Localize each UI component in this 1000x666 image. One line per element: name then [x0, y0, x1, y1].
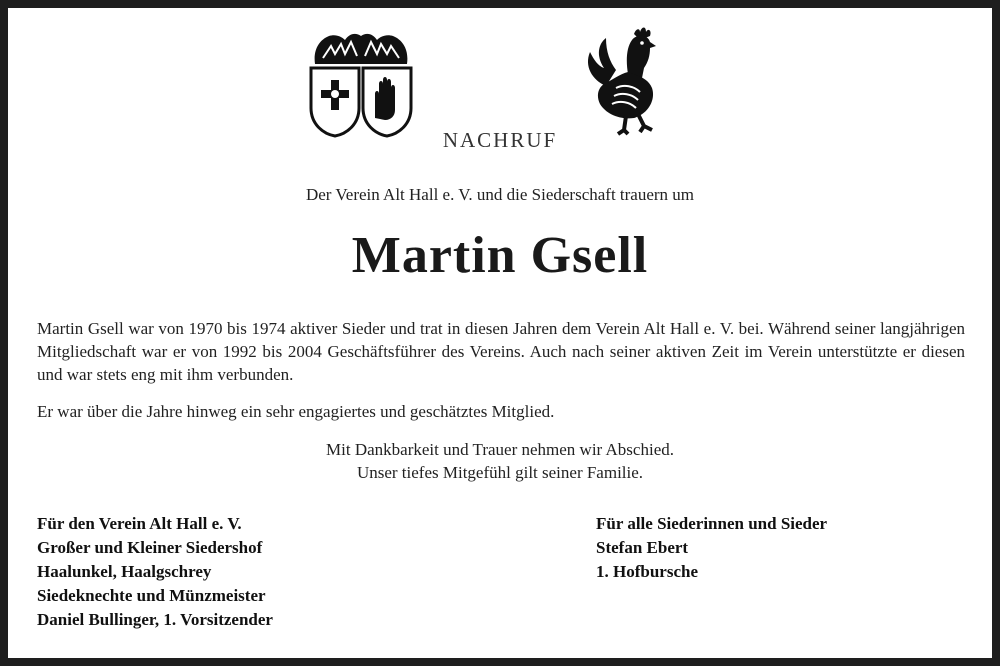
signature-line: Siedeknechte und Münzmeister — [37, 586, 266, 605]
intro-line: Der Verein Alt Hall e. V. und die Siederschaft trauern um — [305, 185, 695, 204]
signature-line: Stefan Ebert — [596, 538, 689, 557]
signature-block-left — [37, 512, 273, 632]
notice-heading: NACHRUF — [442, 128, 558, 152]
signature-line: Für den Verein Alt Hall e. V. — [37, 514, 242, 533]
coat-of-arms-icon — [305, 28, 417, 138]
closing-line: Unser tiefes Mitgefühl gilt seiner Familie. — [356, 463, 644, 482]
signature-line: 1. Hofbursche — [596, 562, 698, 581]
signature-line: Großer und Kleiner Siedershof — [37, 538, 263, 557]
closing-line: Mit Dankbarkeit und Trauer nehmen wir Abschied. — [326, 440, 674, 459]
signature-line: Haalunkel, Haalgschrey — [37, 562, 212, 581]
deceased-name: Martin Gsell — [351, 227, 649, 284]
tribute-paragraph-short: Er war über die Jahre hinweg ein sehr engagiertes und geschätztes Mitglied. — [37, 402, 555, 421]
signature-line: Daniel Bullinger, 1. Vorsitzender — [37, 610, 273, 629]
signature-block-right — [596, 512, 827, 584]
signature-line: Für alle Siederinnen und Sieder — [596, 514, 828, 533]
rooster-icon — [582, 26, 674, 138]
tribute-paragraph: Martin Gsell war von 1970 bis 1974 aktiver Sieder und trat in diesen Jahren dem Verein Alt Hall e. V. bei. Während seiner langjährigen Mitgliedschaft war er von 1992 bis 2004 Geschäftsführer des Vereins. Auch nach seiner aktiven Zeit im Verein unterstützte er diesen und war stets eng mit ihm verbunden. — [37, 319, 965, 384]
closing-lines — [0, 438, 1000, 484]
